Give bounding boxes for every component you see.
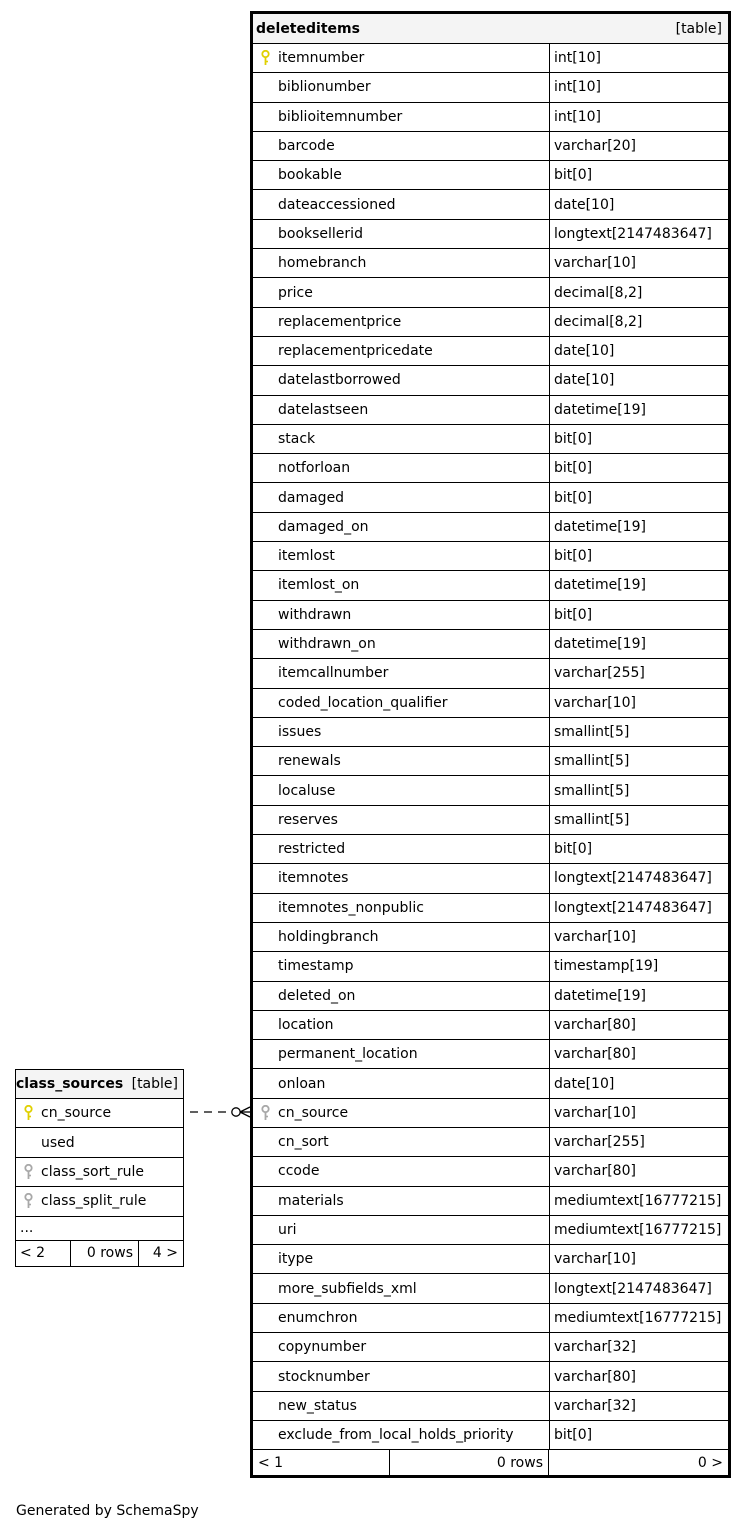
column-type: varchar[32]	[549, 1392, 728, 1420]
column-name-cell	[253, 190, 549, 218]
column-name: new_status	[278, 1397, 357, 1414]
column-type: varchar[80]	[549, 1362, 728, 1390]
column-type: datetime[19]	[549, 396, 728, 424]
column-name: notforloan	[278, 460, 351, 477]
column-row[interactable]	[253, 1274, 728, 1303]
column-type: smallint[5]	[549, 747, 728, 775]
column-name-cell	[253, 747, 549, 775]
column-name: itype	[278, 1251, 314, 1268]
foreign-key-icon	[16, 1193, 41, 1209]
column-name: bookable	[278, 167, 342, 184]
column-type: varchar[80]	[549, 1011, 728, 1039]
column-name: biblioitemnumber	[278, 108, 403, 125]
column-row[interactable]	[253, 1421, 728, 1450]
column-name-cell	[253, 982, 549, 1010]
column-name: localuse	[278, 782, 336, 799]
column-name-cell	[253, 952, 549, 980]
column-name-cell	[253, 1245, 549, 1273]
column-name: issues	[278, 723, 322, 740]
column-name-cell	[253, 454, 549, 482]
column-name: replacementprice	[278, 313, 402, 330]
column-row[interactable]	[253, 1099, 728, 1128]
column-name-cell	[253, 132, 549, 160]
column-name: exclude_from_local_holds_priority	[278, 1427, 514, 1444]
column-type: smallint[5]	[549, 776, 728, 804]
primary-key-icon	[16, 1105, 41, 1121]
column-type: bit[0]	[549, 1421, 728, 1449]
column-row[interactable]	[253, 894, 728, 923]
column-type: varchar[255]	[549, 1128, 728, 1156]
column-row[interactable]	[253, 425, 728, 454]
column-name: withdrawn_on	[278, 636, 376, 653]
column-type: datetime[19]	[549, 513, 728, 541]
column-name-cell	[253, 1421, 549, 1449]
primary-key-icon	[253, 50, 278, 66]
column-row[interactable]	[253, 1216, 728, 1245]
table-header	[16, 1070, 183, 1099]
column-name: restricted	[278, 841, 346, 858]
column-row[interactable]	[253, 1011, 728, 1040]
column-name: cn_sort	[278, 1134, 329, 1151]
column-name: itemcallnumber	[278, 665, 389, 682]
column-type: longtext[2147483647]	[549, 1274, 728, 1302]
column-row[interactable]	[253, 835, 728, 864]
column-type: varchar[80]	[549, 1157, 728, 1185]
column-type: date[10]	[549, 190, 728, 218]
column-name-cell	[253, 659, 549, 687]
column-row[interactable]	[253, 1040, 728, 1069]
column-type: int[10]	[549, 44, 728, 72]
column-type: varchar[10]	[549, 1245, 728, 1273]
column-name: cn_source	[278, 1104, 349, 1121]
column-type: bit[0]	[549, 483, 728, 511]
column-name: price	[278, 284, 313, 301]
column-list	[253, 44, 728, 1450]
column-name: class_sort_rule	[41, 1163, 144, 1180]
column-type: bit[0]	[549, 425, 728, 453]
column-name-cell	[253, 73, 549, 101]
column-name-cell	[253, 864, 549, 892]
column-name: itemnumber	[278, 50, 365, 67]
column-row[interactable]	[16, 1158, 183, 1187]
column-row[interactable]	[253, 103, 728, 132]
column-row[interactable]	[253, 630, 728, 659]
column-type: int[10]	[549, 103, 728, 131]
foreign-key-icon	[253, 1105, 278, 1121]
column-type: smallint[5]	[549, 718, 728, 746]
column-list	[16, 1099, 183, 1217]
column-type: bit[0]	[549, 542, 728, 570]
column-name-cell	[253, 1187, 549, 1215]
column-name: ccode	[278, 1163, 320, 1180]
column-type: mediumtext[16777215]	[549, 1187, 728, 1215]
column-row[interactable]	[16, 1128, 183, 1157]
column-name-cell	[253, 220, 549, 248]
column-row[interactable]	[253, 806, 728, 835]
column-name-cell	[253, 601, 549, 629]
column-name-cell	[253, 1157, 549, 1185]
column-name-cell	[253, 1333, 549, 1361]
column-name: itemlost	[278, 548, 335, 565]
deleteditems-table[interactable]	[250, 11, 731, 1478]
parents-link[interactable]: < 1	[253, 1450, 390, 1475]
column-name-cell	[253, 1069, 549, 1097]
column-row[interactable]	[253, 1304, 728, 1333]
column-name-cell	[253, 1040, 549, 1068]
column-type: smallint[5]	[549, 806, 728, 834]
column-row[interactable]	[253, 73, 728, 102]
column-type: date[10]	[549, 1069, 728, 1097]
column-name: datelastborrowed	[278, 372, 401, 389]
column-row[interactable]	[253, 747, 728, 776]
column-name: renewals	[278, 753, 341, 770]
column-type: timestamp[19]	[549, 952, 728, 980]
column-name: withdrawn	[278, 606, 352, 623]
column-row[interactable]	[253, 1157, 728, 1186]
column-type: datetime[19]	[549, 571, 728, 599]
column-name: damaged	[278, 489, 345, 506]
column-name-cell	[253, 278, 549, 306]
column-type: varchar[20]	[549, 132, 728, 160]
column-type: bit[0]	[549, 161, 728, 189]
column-name: enumchron	[278, 1309, 358, 1326]
column-type: varchar[80]	[549, 1040, 728, 1068]
more-columns-ellipsis: ...	[16, 1217, 183, 1241]
column-row[interactable]	[253, 982, 728, 1011]
column-name: itemnotes_nonpublic	[278, 899, 424, 916]
column-name: stocknumber	[278, 1368, 370, 1385]
column-name-cell	[253, 571, 549, 599]
column-row[interactable]	[253, 220, 728, 249]
column-name-cell	[253, 923, 549, 951]
column-name-cell	[253, 894, 549, 922]
column-name-cell	[253, 366, 549, 394]
column-type: longtext[2147483647]	[549, 220, 728, 248]
column-name: booksellerid	[278, 225, 363, 242]
column-name: coded_location_qualifier	[278, 694, 448, 711]
column-name-cell	[253, 337, 549, 365]
column-row[interactable]	[253, 1362, 728, 1391]
column-row[interactable]	[253, 1128, 728, 1157]
column-type: varchar[10]	[549, 1099, 728, 1127]
column-row[interactable]	[253, 190, 728, 219]
column-row[interactable]	[253, 513, 728, 542]
column-type: datetime[19]	[549, 630, 728, 658]
generated-by-footer: Generated by SchemaSpy	[16, 1503, 199, 1519]
column-name: datelastseen	[278, 401, 369, 418]
column-name-cell	[16, 1128, 183, 1156]
column-name-cell	[253, 542, 549, 570]
column-name: more_subfields_xml	[278, 1280, 417, 1297]
column-name-cell	[253, 103, 549, 131]
column-name-cell	[253, 1274, 549, 1302]
column-name-cell	[253, 1304, 549, 1332]
column-type: decimal[8,2]	[549, 308, 728, 336]
children-link[interactable]: 0 >	[697, 1454, 723, 1471]
column-name: stack	[278, 431, 316, 447]
column-name-cell	[16, 1099, 183, 1127]
column-name-cell	[253, 806, 549, 834]
column-row[interactable]	[253, 1069, 728, 1098]
column-row[interactable]	[253, 571, 728, 600]
column-name-cell	[253, 718, 549, 746]
column-name: itemnotes	[278, 870, 349, 887]
column-row[interactable]	[253, 601, 728, 630]
column-name-cell	[253, 161, 549, 189]
column-type: varchar[10]	[549, 689, 728, 717]
column-name: biblionumber	[278, 79, 371, 96]
column-row[interactable]	[253, 689, 728, 718]
column-row[interactable]	[253, 249, 728, 278]
column-row[interactable]	[253, 337, 728, 366]
column-row[interactable]	[253, 542, 728, 571]
table-footer	[16, 1241, 183, 1266]
children-link[interactable]: 4 >	[152, 1245, 178, 1262]
column-name: materials	[278, 1192, 344, 1209]
column-name: copynumber	[278, 1339, 367, 1356]
column-type: datetime[19]	[549, 982, 728, 1010]
column-row[interactable]	[253, 396, 728, 425]
column-type: mediumtext[16777215]	[549, 1304, 728, 1332]
column-type: int[10]	[549, 73, 728, 101]
column-name-cell	[253, 483, 549, 511]
column-row[interactable]	[253, 1245, 728, 1274]
column-row[interactable]	[253, 923, 728, 952]
column-name-cell	[253, 396, 549, 424]
column-name-cell	[253, 1128, 549, 1156]
column-name: holdingbranch	[278, 929, 379, 946]
parents-link[interactable]: < 2	[16, 1241, 71, 1266]
column-type: bit[0]	[549, 601, 728, 629]
column-name: itemlost_on	[278, 577, 360, 594]
column-row[interactable]	[253, 1333, 728, 1362]
column-type: varchar[10]	[549, 923, 728, 951]
class-sources-table[interactable]	[15, 1069, 184, 1267]
column-name-cell	[253, 249, 549, 277]
column-type: bit[0]	[549, 835, 728, 863]
column-name: homebranch	[278, 255, 367, 272]
row-count: 0 rows	[390, 1450, 549, 1475]
column-name-cell	[253, 308, 549, 336]
column-type: varchar[10]	[549, 249, 728, 277]
table-kind: [table]	[131, 1076, 178, 1092]
foreign-key-icon	[16, 1164, 41, 1180]
column-name-cell	[253, 776, 549, 804]
row-count: 0 rows	[71, 1241, 139, 1266]
column-name-cell	[253, 1099, 549, 1127]
column-name-cell	[253, 630, 549, 658]
column-row[interactable]	[253, 864, 728, 893]
column-name-cell	[253, 835, 549, 863]
column-type: date[10]	[549, 337, 728, 365]
column-name: uri	[278, 1222, 297, 1239]
column-name-cell	[253, 44, 549, 72]
column-type: mediumtext[16777215]	[549, 1216, 728, 1244]
column-type: varchar[255]	[549, 659, 728, 687]
column-row[interactable]	[253, 659, 728, 688]
column-row[interactable]	[253, 366, 728, 395]
column-name: damaged_on	[278, 518, 369, 535]
column-type: decimal[8,2]	[549, 278, 728, 306]
column-row[interactable]	[253, 483, 728, 512]
table-name[interactable]: deleteditems	[256, 20, 360, 37]
column-row[interactable]	[253, 308, 728, 337]
column-name-cell	[253, 513, 549, 541]
column-type: longtext[2147483647]	[549, 894, 728, 922]
table-footer	[253, 1450, 728, 1475]
column-name: class_split_rule	[41, 1193, 147, 1210]
column-type: varchar[32]	[549, 1333, 728, 1361]
column-name: reserves	[278, 811, 338, 828]
table-name[interactable]: class_sources	[16, 1076, 124, 1092]
table-header	[253, 14, 728, 44]
column-name: location	[278, 1016, 334, 1033]
column-row[interactable]	[253, 278, 728, 307]
column-name: barcode	[278, 138, 335, 155]
column-row[interactable]	[253, 1392, 728, 1421]
column-name-cell	[253, 1011, 549, 1039]
table-kind: [table]	[675, 20, 722, 37]
column-name: onloan	[278, 1075, 326, 1092]
column-name-cell	[253, 1392, 549, 1420]
column-row[interactable]	[16, 1187, 183, 1216]
column-name-cell	[16, 1158, 183, 1186]
column-name-cell	[253, 1216, 549, 1244]
column-name: replacementpricedate	[278, 343, 433, 360]
column-type: bit[0]	[549, 454, 728, 482]
column-name: cn_source	[41, 1105, 112, 1122]
column-name: permanent_location	[278, 1046, 418, 1063]
column-name: dateaccessioned	[278, 196, 396, 213]
column-row[interactable]	[253, 1187, 728, 1216]
column-row[interactable]	[16, 1099, 183, 1128]
column-row[interactable]	[253, 44, 728, 73]
column-row[interactable]	[253, 952, 728, 981]
column-row[interactable]	[253, 454, 728, 483]
column-name: timestamp	[278, 958, 354, 975]
column-type: longtext[2147483647]	[549, 864, 728, 892]
column-row[interactable]	[253, 718, 728, 747]
column-name-cell	[16, 1187, 183, 1215]
column-name: deleted_on	[278, 987, 356, 1004]
column-row[interactable]	[253, 161, 728, 190]
column-name-cell	[253, 689, 549, 717]
column-row[interactable]	[253, 776, 728, 805]
column-name: used	[41, 1134, 75, 1151]
column-row[interactable]	[253, 132, 728, 161]
column-name-cell	[253, 1362, 549, 1390]
column-name-cell	[253, 425, 549, 453]
column-type: date[10]	[549, 366, 728, 394]
